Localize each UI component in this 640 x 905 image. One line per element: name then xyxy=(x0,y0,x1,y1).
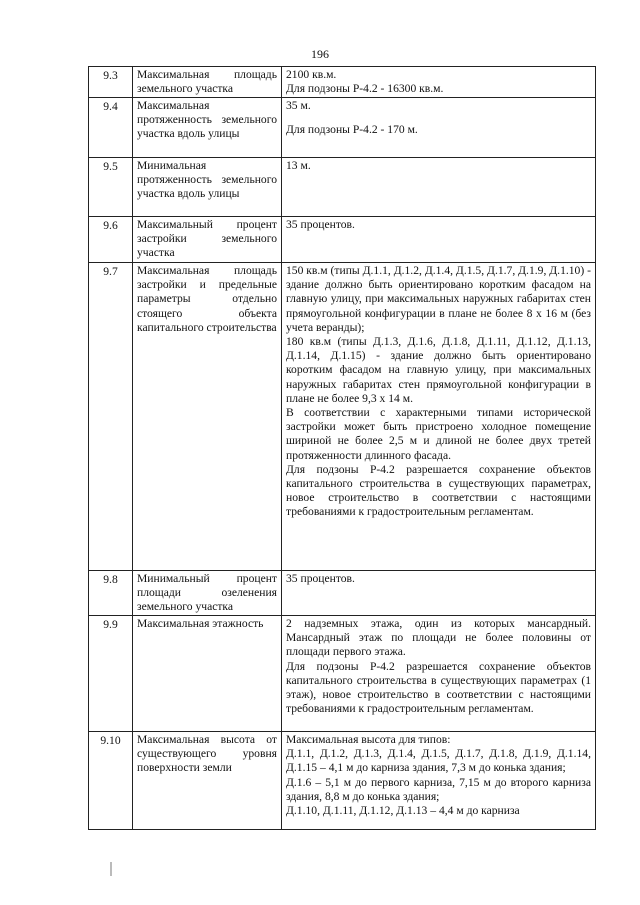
row-number: 9.9 xyxy=(89,616,133,732)
parameter-value xyxy=(282,217,596,263)
parameter-name: Максимальная площадь застройки и предельные параметры отдельно стоящего объекта капитального строительства xyxy=(133,263,282,571)
value-paragraph: 13 м. xyxy=(286,159,311,172)
parameter-name: Минимальная протяженность земельного участка вдоль улицы xyxy=(133,158,282,217)
table-row xyxy=(89,263,596,571)
value-paragraph: 150 кв.м (типы Д.1.1, Д.1.2, Д.1.4, Д.1.5, Д.1.7, Д.1.9, Д.1.10) - здание должно быть ориентировано коротким фасадом на главную улицу, при максимальных наружных габаритах стен прямоугольной конфигурации в плане не более 8 х 16 м (без учета веранды); xyxy=(286,264,591,334)
parameter-name: Максимальный процент застройки земельного участка xyxy=(133,217,282,263)
parameter-value xyxy=(282,571,596,616)
table-row xyxy=(89,217,596,263)
value-paragraph: 180 кв.м (типы Д.1.3, Д.1.6, Д.1.8, Д.1.11, Д.1.12, Д.1.13, Д.1.14, Д.1.15) - здание должно быть ориентировано коротким фасадом на главную улицу, при максимальных наружных габаритах стен прямоугольной конфигурации в плане не более 9,3 х 14 м. xyxy=(286,335,591,405)
table-row xyxy=(89,571,596,616)
table-row xyxy=(89,732,596,830)
value-paragraph: 2100 кв.м. xyxy=(286,68,337,81)
row-number: 9.8 xyxy=(89,571,133,616)
value-paragraph: В соответствии с характерными типами исторической застройки может быть пристроено холодное помещение шириной не более 2,5 м и длиной не более двух третей протяженности длинного фасада. xyxy=(286,406,591,462)
regulations-table xyxy=(88,66,596,830)
parameter-name: Минимальный процент площади озеленения земельного участка xyxy=(133,571,282,616)
parameter-value xyxy=(282,158,596,217)
row-number: 9.7 xyxy=(89,263,133,571)
parameter-value xyxy=(282,98,596,158)
parameter-value xyxy=(282,67,596,98)
value-paragraph: Для подзоны Р-4.2 - 170 м. xyxy=(286,123,418,137)
parameter-name: Максимальная протяженность земельного участка вдоль улицы xyxy=(133,98,282,158)
value-paragraph: 2 надземных этажа, один из которых мансардный. Мансардный этаж по площади не более половины от площади первого этажа. xyxy=(286,617,591,659)
page-number: 196 xyxy=(311,47,329,61)
value-paragraph: Д.1.6 – 5,1 м до первого карниза, 7,15 м до второго карниза здания, 8,8 м до конька здания; xyxy=(286,775,591,803)
row-number: 9.4 xyxy=(89,98,133,158)
value-paragraph: Д.1.1, Д.1.2, Д.1.3, Д.1.4, Д.1.5, Д.1.7, Д.1.8, Д.1.9, Д.1.14, Д.1.15 – 4,1 м до карниза здания, 7,3 м до конька здания; xyxy=(286,747,591,775)
table-row xyxy=(89,67,596,98)
parameter-value xyxy=(282,616,596,732)
value-paragraph: Д.1.10, Д.1.11, Д.1.12, Д.1.13 – 4,4 м до карниза xyxy=(286,804,520,818)
table-row xyxy=(89,98,596,158)
value-paragraph: Для подзоны Р-4.2 разрешается сохранение объектов капитального строительства в существующих параметрах, новое строительство в соответствии с настоящими требованиями к градостроительным регламентам. xyxy=(286,462,591,519)
parameter-name: Максимальная высота от существующего уровня поверхности земли xyxy=(133,732,282,830)
value-paragraph: 35 процентов. xyxy=(286,218,355,231)
row-number: 9.6 xyxy=(89,217,133,263)
value-paragraph: Для подзоны Р-4.2 - 16300 кв.м. xyxy=(286,82,444,96)
row-number: 9.5 xyxy=(89,158,133,217)
value-paragraph: Максимальная высота для типов: xyxy=(286,733,451,746)
value-paragraph: Для подзоны Р-4.2 разрешается сохранение объектов капитального строительства в существующих параметрах (1 этаж), новое строительство в соответствии с настоящими требованиями к градостроительным регламентам. xyxy=(286,659,591,716)
row-number: 9.3 xyxy=(89,67,133,98)
row-number: 9.10 xyxy=(89,732,133,830)
parameter-value xyxy=(282,732,596,830)
scan-artifact xyxy=(110,862,112,876)
table-row xyxy=(89,158,596,217)
table-row xyxy=(89,616,596,732)
value-paragraph: 35 процентов. xyxy=(286,572,355,585)
value-paragraph: 35 м. xyxy=(286,99,311,112)
parameter-name: Максимальная этажность xyxy=(133,616,282,732)
parameter-name: Максимальная площадь земельного участка xyxy=(133,67,282,98)
parameter-value xyxy=(282,263,596,571)
